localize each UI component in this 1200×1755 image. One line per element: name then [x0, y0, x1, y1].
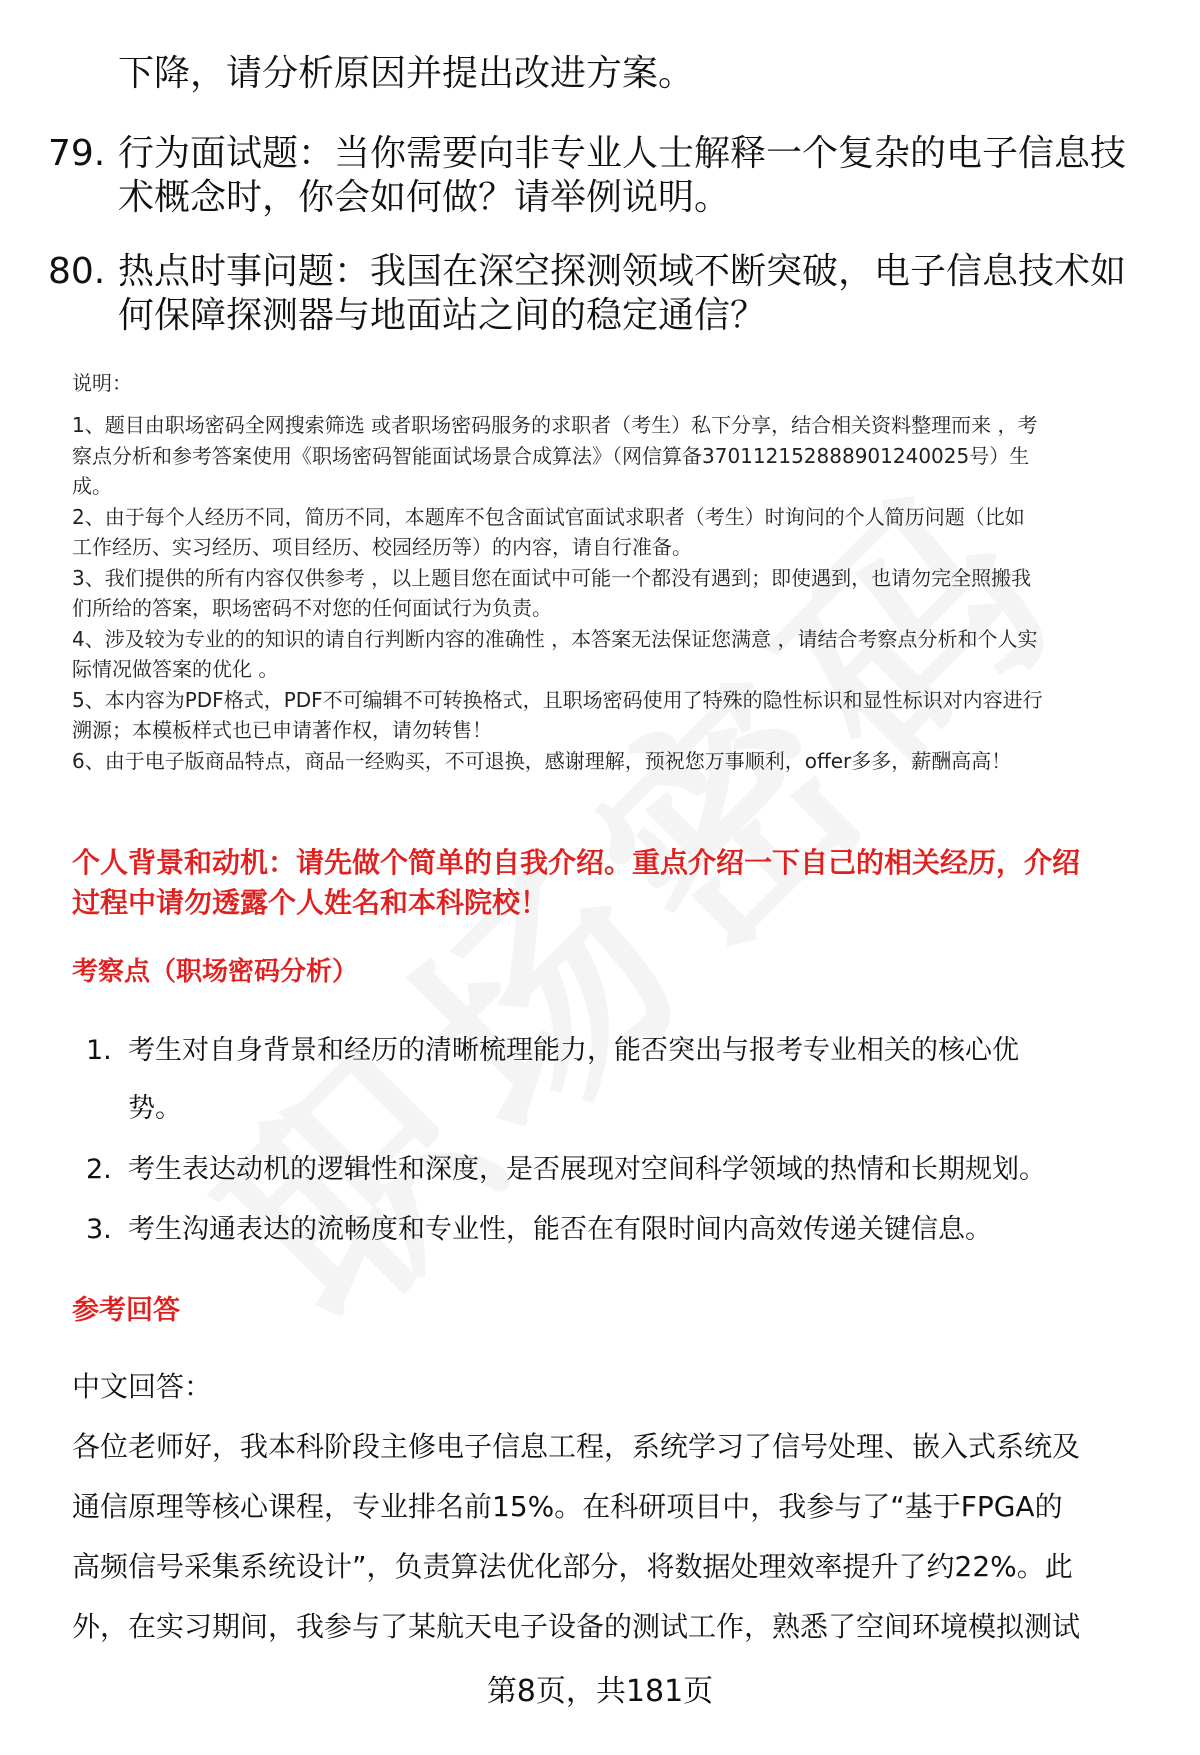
list-item-line: 考生表达动机的逻辑性和深度，是否展现对空间科学领域的热情和长期规划。 [128, 1154, 1046, 1185]
section-title-line: 过程中请勿透露个人姓名和本科院校！ [72, 886, 549, 919]
notes-title: 说明： [72, 371, 132, 395]
notes-line: 2、由于每个人经历不同，简历不同，本题库不包含面试官面试求职者（考生）时询问的个人简历问题（比如 [72, 504, 1025, 529]
answer-line: 通信原理等核心课程，专业排名前15%。在科研项目中，我参与了“基于FPGA的 [72, 1490, 1063, 1523]
notes-line: 6、由于电子版商品特点，商品一经购买，不可退换，感谢理解，预祝您万事顺利，offer多多，薪酬高高！ [72, 748, 1012, 773]
list-number: 2. [86, 1154, 112, 1185]
answer-line: 各位老师好，我本科阶段主修电子信息工程，系统学习了信号处理、嵌入式系统及 [72, 1430, 1081, 1463]
list-item-line: 考生对自身背景和经历的清晰梳理能力，能否突出与报考专业相关的核心优 [128, 1035, 1019, 1066]
notes-line: 成。 [72, 474, 112, 498]
notes-line: 4、涉及较为专业的的知识的请自行判断内容的准确性 ，本答案无法保证您满意 ，请结合考察点分析和个人实 [72, 626, 1038, 651]
page-number: 第8页，共181页 [486, 1674, 714, 1709]
list-number: 1. [86, 1035, 112, 1066]
list-number: 3. [86, 1214, 112, 1245]
question-number: 79. [48, 133, 106, 174]
notes-line: 1、题目由职场密码全网搜索筛选 或者职场密码服务的求职者（考生）私下分享，结合相关资料整理而来 ，考 [72, 413, 1038, 437]
question-number: 80. [48, 251, 106, 292]
question-line: 术概念时，你会如何做？请举例说明。 [118, 177, 731, 218]
reference-subheading: 中文回答： [72, 1370, 213, 1403]
answer-line: 外，在实习期间，我参与了某航天电子设备的测试工作，熟悉了空间环境模拟测试 [72, 1610, 1081, 1643]
notes-line: 5、本内容为PDF格式，PDF不可编辑不可转换格式，且职场密码使用了特殊的隐性标识和显性标识对内容进行 [72, 687, 1043, 712]
question-line: 何保障探测器与地面站之间的稳定通信？ [118, 295, 767, 336]
question-continuation-line: 下降，请分析原因并提出改进方案。 [118, 53, 695, 94]
notes-line: 察点分析和参考答案使用《职场密码智能面试场景合成算法》（网信算备370112152888901240025号）生 [72, 443, 1030, 468]
notes-line: 们所给的答案，职场密码不对您的任何面试行为负责。 [72, 596, 552, 620]
section-title-line: 个人背景和动机：请先做个简单的自我介绍。重点介绍一下自己的相关经历，介绍 [72, 846, 1081, 879]
notes-line: 溯源；本模板样式也已申请著作权，请勿转售！ [72, 718, 492, 742]
list-item-line: 势。 [128, 1093, 182, 1124]
reference-heading: 参考回答 [72, 1295, 180, 1326]
question-line: 热点时事问题：我国在深空探测领域不断突破，电子信息技术如 [118, 251, 1127, 292]
answer-line: 高频信号采集系统设计”，负责算法优化部分，将数据处理效率提升了约22%。此 [72, 1550, 1073, 1583]
analysis-heading: 考察点（职场密码分析） [72, 957, 359, 987]
list-item-line: 考生沟通表达的流畅度和专业性，能否在有限时间内高效传递关键信息。 [128, 1214, 992, 1245]
notes-line: 工作经历、实习经历、项目经历、校园经历等）的内容，请自行准备。 [72, 535, 692, 559]
question-line: 行为面试题：当你需要向非专业人士解释一个复杂的电子信息技 [118, 133, 1127, 174]
notes-line: 际情况做答案的优化 。 [72, 657, 279, 681]
notes-line: 3、我们提供的所有内容仅供参考 ，以上题目您在面试中可能一个都没有遇到；即使遇到，也请勿完全照搬我 [72, 565, 1032, 590]
disclaimer-notes [72, 371, 1162, 776]
